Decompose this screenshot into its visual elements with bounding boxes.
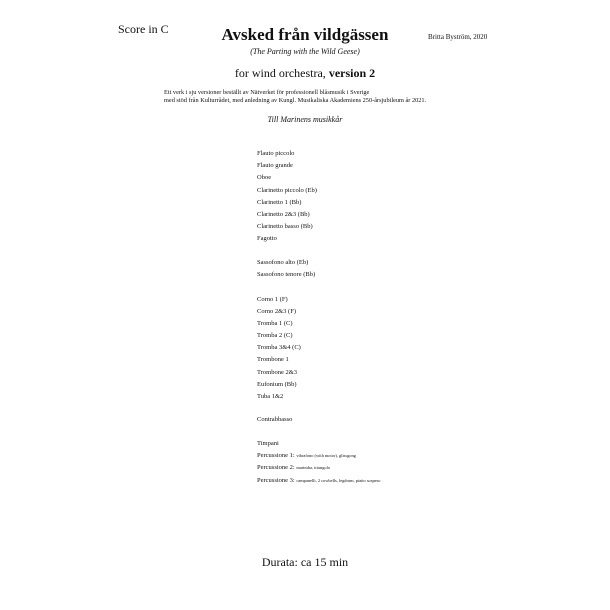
instrument-name: Eufonium (Bb) <box>257 381 297 388</box>
instrument-item <box>257 235 277 242</box>
instrument-item <box>257 356 289 363</box>
instrument-item <box>257 296 288 303</box>
instrument-item <box>257 452 356 459</box>
instrument-name: Tromba 2 (C) <box>257 332 293 339</box>
dedication: Till Marinens musikkår <box>267 115 343 124</box>
instrument-item <box>257 381 297 388</box>
instrument-item <box>257 271 315 278</box>
instrument-item <box>257 187 317 194</box>
instrument-item <box>257 320 293 327</box>
instrument-name: Tuba 1&2 <box>257 393 284 400</box>
instrument-item <box>257 440 279 447</box>
instrument-name: Clarinetto 2&3 (Bb) <box>257 211 310 218</box>
instrument-name: Sassofono tenore (Bb) <box>257 271 316 278</box>
description-line: med stöd från Kulturrådet, med anledning av Kungl. Musikaliska Akademiens 250-årsjubileum år 2021. <box>164 97 427 104</box>
instrument-item <box>257 162 293 169</box>
instrument-name: Corno 2&3 (F) <box>257 308 296 315</box>
instrument-name: Percussione 1: <box>257 452 297 459</box>
instrument-name: Percussione 2: <box>257 464 297 471</box>
instrument-name: Clarinetto piccolo (Eb) <box>257 187 317 194</box>
orchestration-prefix: for wind orchestra, <box>234 66 329 80</box>
instrument-name: Corno 1 (F) <box>257 296 288 303</box>
description-line: Ett verk i sju versioner beställt av Nätverket för professionell blåsmusik i Sverige <box>164 89 370 96</box>
instrument-name: Contrabbasso <box>257 416 293 423</box>
instrument-item <box>257 150 294 157</box>
instrument-item <box>257 259 308 266</box>
commission-description <box>164 89 426 105</box>
duration: Durata: ca 15 min <box>261 555 349 569</box>
instrument-item <box>257 199 301 206</box>
instrument-item <box>257 393 283 400</box>
instrument-note: marimba, triangolo <box>296 465 331 470</box>
instrument-item <box>257 416 292 423</box>
instrument-name: Sassofono alto (Eb) <box>257 259 309 266</box>
composer-credit: Britta Byström, 2020 <box>428 33 488 41</box>
instrument-name: Oboe <box>257 174 272 181</box>
instrument-name: Clarinetto 1 (Bb) <box>257 199 302 206</box>
instrument-item <box>257 332 293 339</box>
instrument-name: Flauto piccolo <box>257 150 295 157</box>
instrument-name: Trombone 1 <box>257 356 289 363</box>
instrument-item <box>257 223 313 230</box>
instrument-item <box>257 369 297 376</box>
instrument-note: vibrafono (with motor), glissgong <box>296 453 356 458</box>
orchestration-line <box>0 66 610 81</box>
instrument-name: Tromba 1 (C) <box>257 320 293 327</box>
instrument-name: Flauto grande <box>257 162 293 169</box>
instrument-item <box>257 174 271 181</box>
instrument-item <box>257 308 296 315</box>
instrument-item <box>257 344 301 351</box>
instrument-name: Percussione 3: <box>257 477 297 484</box>
instrument-name: Clarinetto basso (Bb) <box>257 223 313 230</box>
version-label: version 2 <box>328 66 376 80</box>
instrument-name: Tromba 3&4 (C) <box>257 344 301 351</box>
instrument-name: Timpani <box>257 440 279 447</box>
instrument-name: Fagotto <box>257 235 277 242</box>
subtitle: (The Parting with the Wild Geese) <box>250 47 360 56</box>
page-title: Avsked från vildgässen <box>221 25 389 44</box>
instrument-note: campanelli, 2 cowbells, legdrum, piatto sospeso <box>296 478 381 483</box>
instrument-item <box>257 464 330 471</box>
instrument-item <box>257 211 310 218</box>
instrument-name: Trombone 2&3 <box>257 369 298 376</box>
instrument-item <box>257 477 381 484</box>
score-label: Score in C <box>118 22 169 36</box>
